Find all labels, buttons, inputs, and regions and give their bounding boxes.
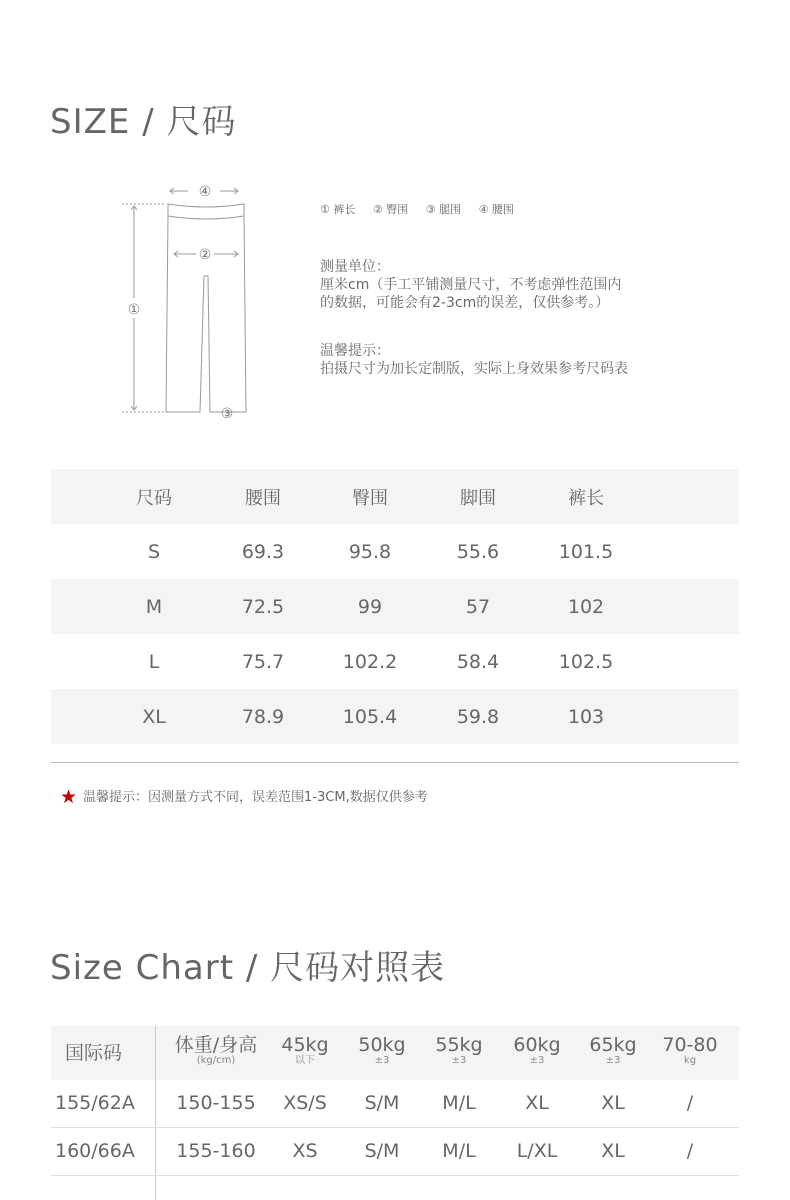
header-cell: 国际码 [65,1042,123,1064]
header-cell: 裤长 [568,487,604,509]
header-cell: 45kg 以下 [281,1034,329,1066]
column-divider [155,1026,156,1080]
table-header-row [51,469,739,524]
photo-tip-note: 温馨提示： 拍摄尺寸为加长定制版，实际上身效果参考尺码表 [320,343,628,377]
column-divider [155,1128,156,1175]
column-divider [155,1080,156,1127]
table-row: S 69.3 95.8 55.6 101.5 [147,540,614,563]
header-cell: 尺码 [136,487,172,509]
legend-item: ① 裤长 [320,203,356,216]
table-row: M 72.5 99 57 102 [51,579,739,634]
legend-item: ② 臀围 [372,203,409,216]
size-chart-title: Size Chart / 尺码对照表 [50,948,446,988]
measurement-legend [320,201,528,217]
header-cell: 臀围 [352,487,388,509]
table-row: 155/62A 150-155 XS/S S/M M/L XL XL / [51,1080,739,1128]
table-row: XL 78.9 105.4 59.8 103 [51,689,739,744]
column-divider [155,1176,156,1200]
size-chart-table [51,1026,739,1200]
header-cell: 腰围 [245,487,281,509]
star-icon: ★ [60,786,78,808]
label-length-marker: ① [127,302,141,318]
size-title: SIZE / 尺码 [50,102,237,142]
label-hip-marker: ② [198,247,212,263]
header-cell: 50kg ±3 [358,1034,406,1066]
legend-item: ④ 腰围 [478,203,514,216]
warm-tip [60,786,428,808]
divider [51,762,739,763]
size-table [51,469,739,744]
header-cell: 70-80 kg [662,1034,718,1066]
unit-note: 测量单位： 厘米cm（手工平铺测量尺寸，不考虑弹性范围内 的数据，可能会有2-3cm的误差，仅供参考。） [320,259,622,311]
header-cell: 脚围 [460,487,496,509]
legend-item: ③ 腿围 [425,203,462,216]
table-row-partial [51,1176,739,1200]
table-header-row [51,1026,739,1080]
header-cell: 55kg ±3 [435,1034,483,1066]
header-cell: 60kg ±3 [513,1034,561,1066]
warm-tip-text: 温馨提示：因测量方式不同，误差范围1-3CM,数据仅供参考 [83,790,428,805]
header-cell: 体重/身高 (kg/cm) [174,1034,258,1066]
table-row: 160/66A 155-160 XS S/M M/L L/XL XL / [51,1128,739,1176]
label-leg-marker: ③ [220,406,234,422]
header-cell: 65kg ±3 [589,1034,637,1066]
table-row: L 75.7 102.2 58.4 102.5 [148,650,614,673]
label-waist-marker: ④ [198,184,212,200]
pants-measurement-diagram [110,178,260,428]
